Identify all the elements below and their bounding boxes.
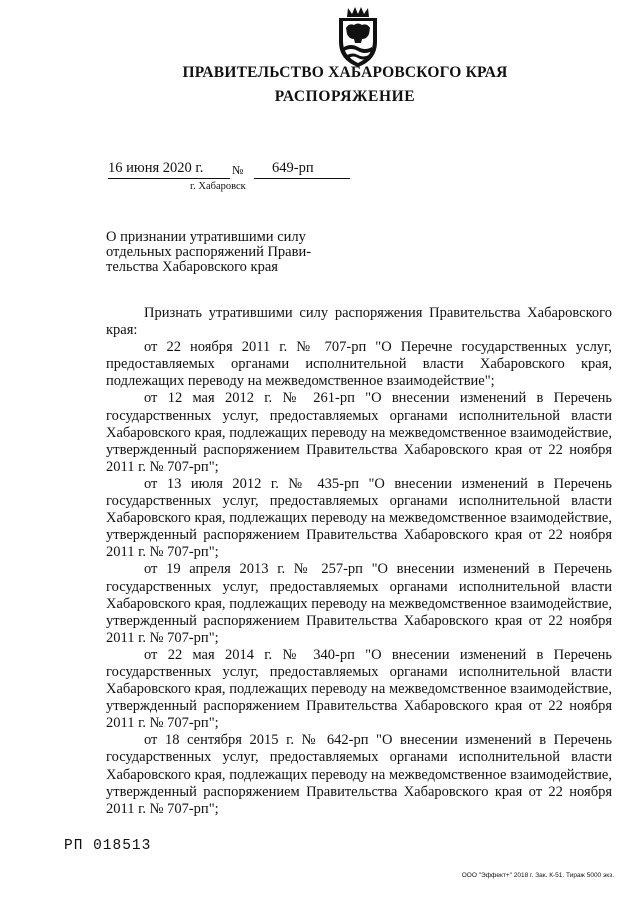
document-type: РАСПОРЯЖЕНИЕ: [274, 88, 416, 105]
document-number: 649-рп: [254, 160, 350, 179]
document-date: 16 июня 2020 г.: [108, 160, 230, 179]
body-paragraph: от 13 июля 2012 г. № 435-рп "О внесении изменений в Перечень государственных услуг, предоставляемых органами исполнительной власти Хабаровского края, подлежащих переводу на межведомственное взаимодействие, утвержденный распоряжением Правительства Хабаровского края от 22 ноября 2011 г. № 707-рп";: [106, 475, 612, 561]
date-number-line: [108, 160, 340, 180]
body-paragraph: от 19 апреля 2013 г. № 257-рп "О внесении изменений в Перечень государственных услуг, предоставляемых органами исполнительной власти Хабаровского края, подлежащих переводу на межведомственное взаимодействие, утвержденный распоряжением Правительства Хабаровского края от 22 ноября 2011 г. № 707-рп";: [106, 561, 612, 646]
body-paragraph: от 22 мая 2014 г. № 340-рп "О внесении изменений в Перечень государственных услуг, предоставляемых органами исполнительной власти Хабаровского края, подлежащих переводу на межведомственное взаимодействие, утвержденный распоряжением Правительства Хабаровского края от 22 ноября 2011 г. № 707-рп";: [106, 646, 612, 732]
number-sign: №: [232, 163, 244, 177]
printer-note: ООО "Эффект+" 2018 г. Зак. К-51. Тираж 5000 экз.: [461, 872, 614, 879]
document-subject: О признании утратившими силу отдельных распоряжений Прави- тельства Хабаровского края: [106, 229, 312, 275]
document-body: [106, 305, 612, 818]
coat-of-arms-emblem-icon: [331, 6, 385, 68]
body-paragraph: от 22 ноября 2011 г. № 707-рп "О Перечне государственных услуг, предоставляемых органами исполнительной власти Хабаровского края, подлежащих переводу на межведомственное взаимодействие";: [106, 339, 612, 390]
body-paragraph: от 18 сентября 2015 г. № 642-рп "О внесении изменений в Перечень государственных услуг, предоставляемых органами исполнительной власти Хабаровского края, подлежащих переводу на межведомственное взаимодействие, утвержденный распоряжением Правительства Хабаровского края от 22 ноября 2011 г. № 707-рп";: [106, 732, 612, 817]
form-code: РП 018513: [64, 838, 152, 854]
city: г. Хабаровск: [190, 181, 246, 192]
organization-title: ПРАВИТЕЛЬСТВО ХАБАРОВСКОГО КРАЯ: [182, 64, 508, 81]
body-paragraph: от 12 мая 2012 г. № 261-рп "О внесении изменений в Перечень государственных услуг, предоставляемых органами исполнительной власти Хабаровского края, подлежащих переводу на межведомственное взаимодействие, утвержденный распоряжением Правительства Хабаровского края от 22 ноября 2011 г. № 707-рп";: [106, 390, 612, 475]
body-paragraph: Признать утратившими силу распоряжения Правительства Хабаровского края:: [106, 305, 612, 339]
